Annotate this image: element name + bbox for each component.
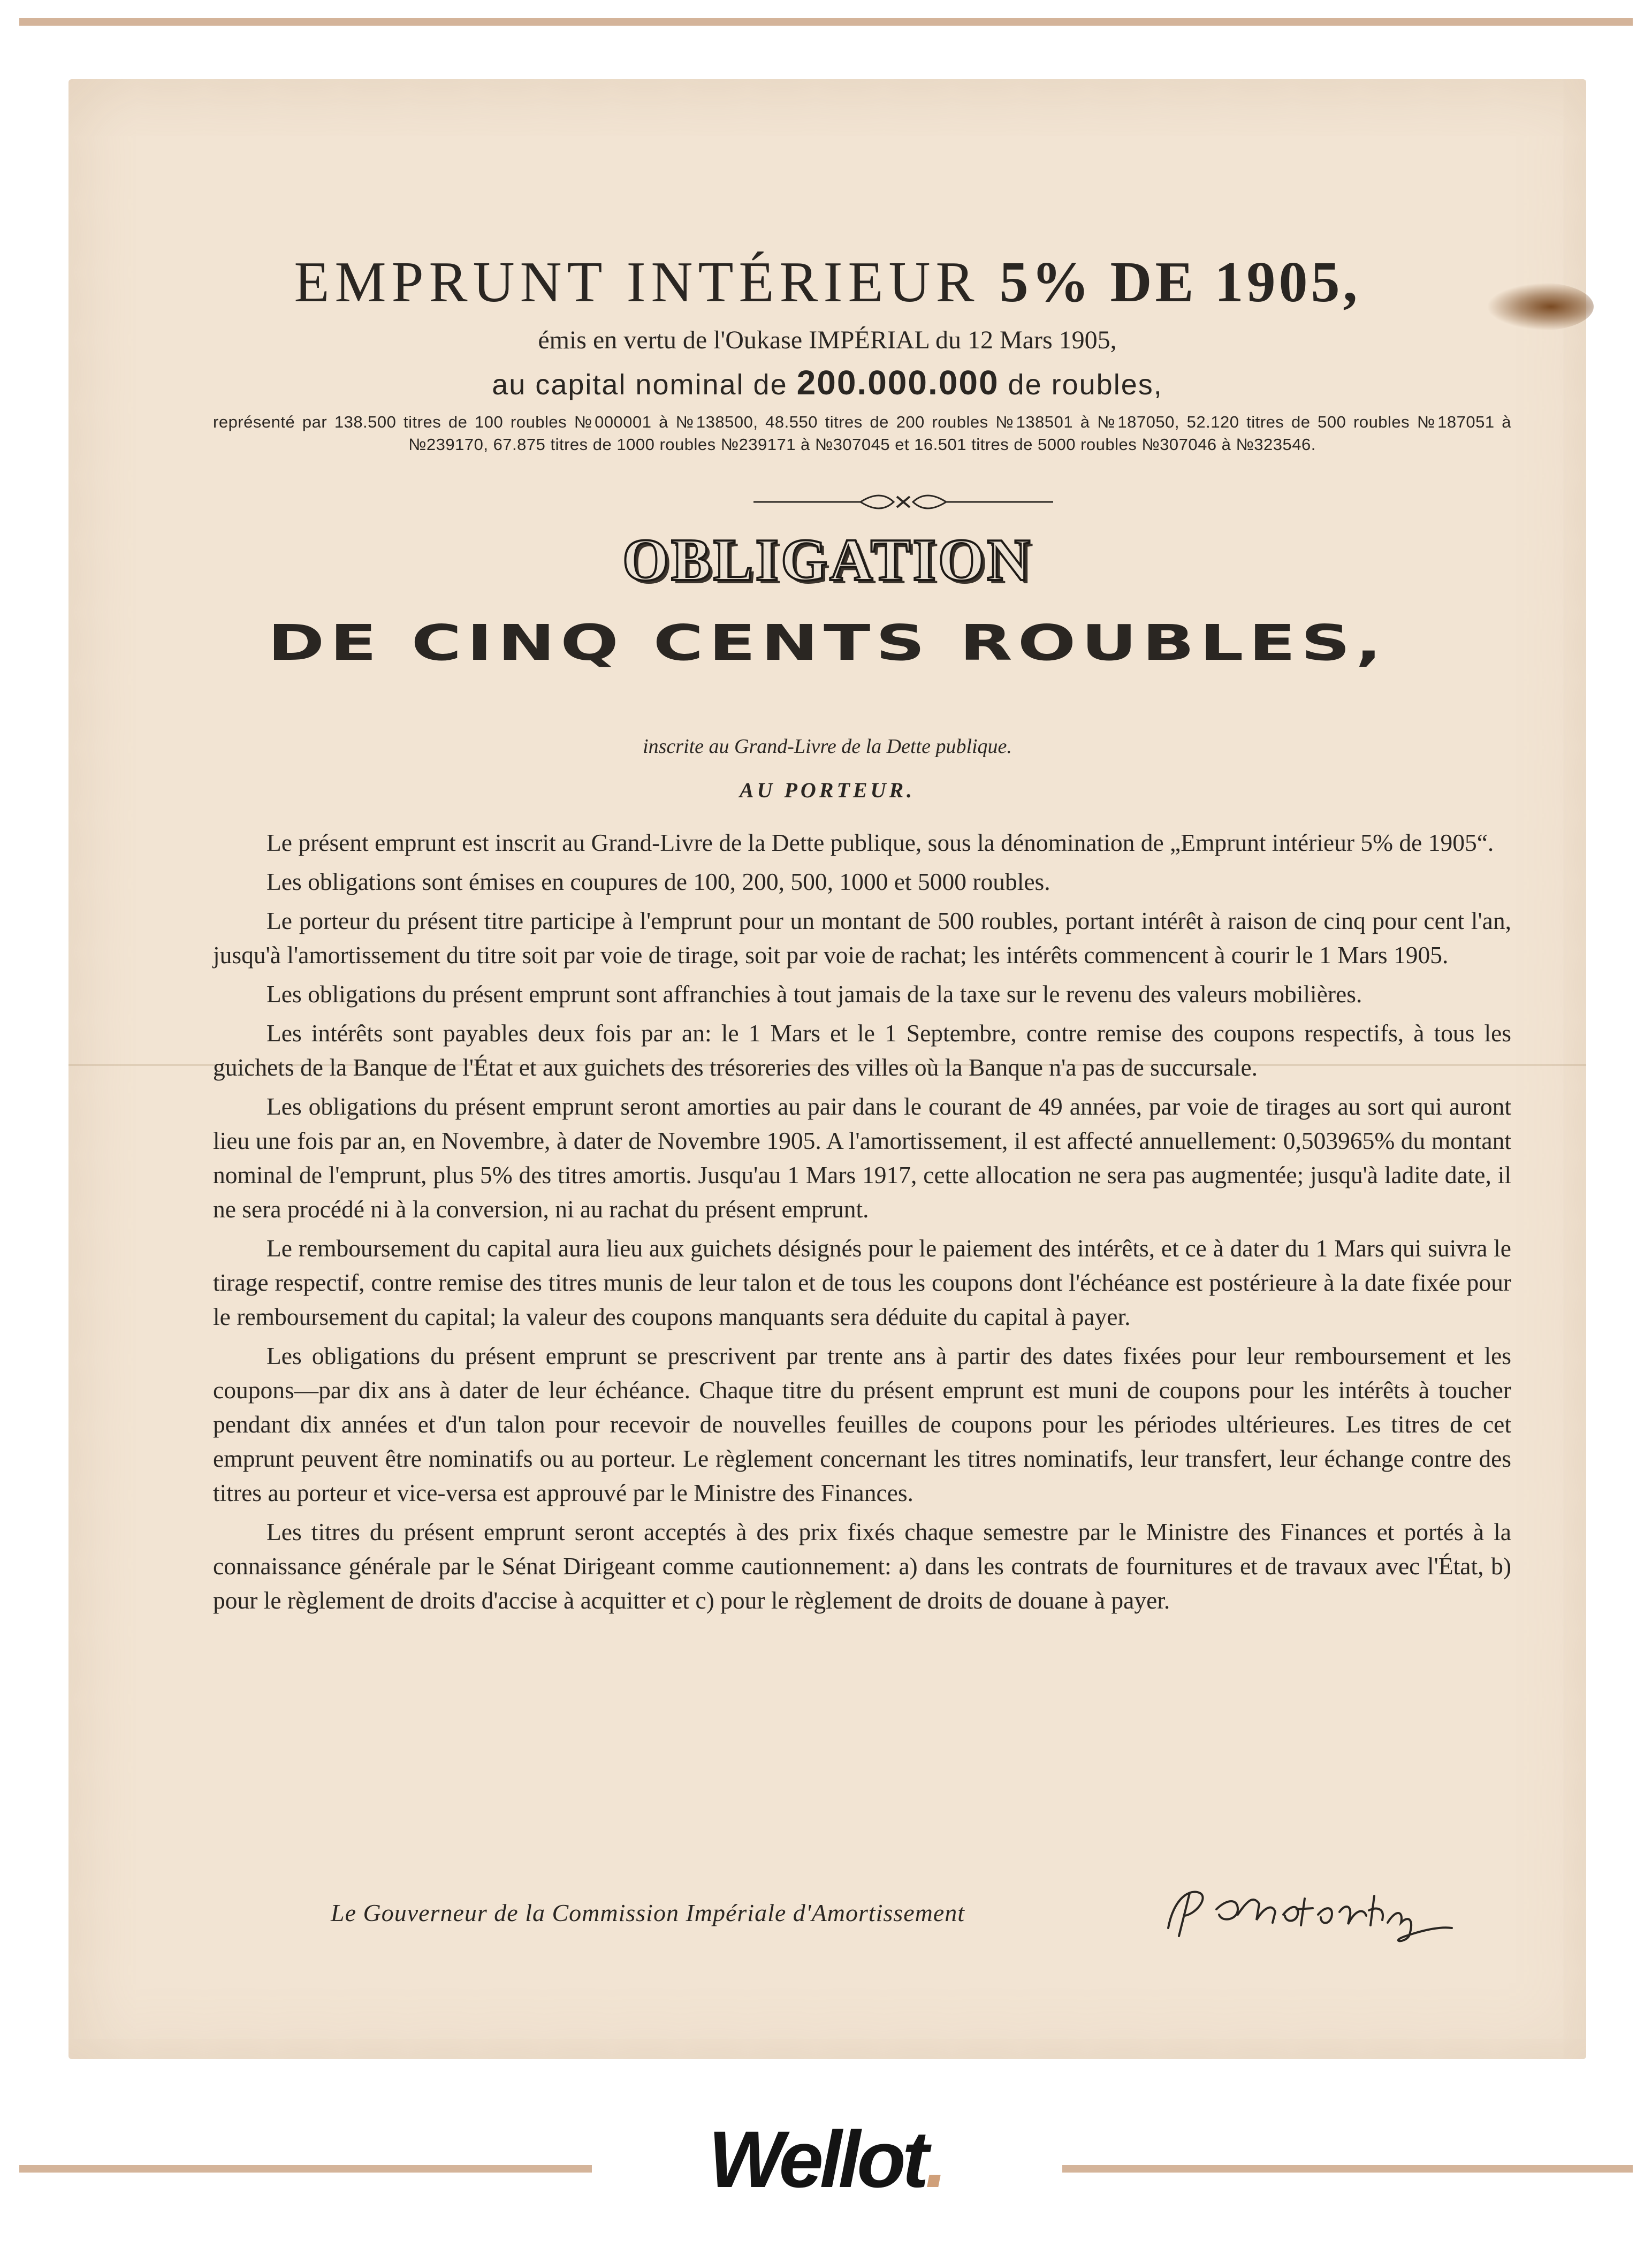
paragraph: Le porteur du présent titre participe à l'emprunt pour un montant de 500 roubles, portant intérêt à raison de cinq pour cent l'an, jusqu'à l'amortissement du titre soit par voie de tirage, soit par voie de rachat; les intérêts commencent à courir le 1 Mars 1905. (213, 907, 1511, 969)
paragraph: Le présent emprunt est inscrit au Grand-Livre de la Dette publique, sous la dénomination de „Emprunt intérieur 5% de 1905“. (267, 829, 1494, 856)
paragraph: Les obligations du présent emprunt se prescrivent par trente ans à partir des dates fixées pour leur remboursement et les coupons—par dix ans à dater de leur échéance. Chaque titre du présent emprunt est muni de coupons pour les intérêts à toucher pendant dix années et d'un talon pour recevoir de nouvelles feuilles de coupons pour les périodes ultérieures. Les titres de cet emprunt peuvent être nominatifs ou au porteur. Le règlement concernant les titres nominatifs, leur transfert, leur échange contre des titres au porteur et vice-versa est approuvé par le Ministre des Finances. (213, 1342, 1511, 1506)
title-prefix: EMPRUNT INTÉRIEUR (294, 250, 980, 314)
bottom-divider-left (19, 2165, 592, 2173)
ornament-divider (753, 491, 1053, 513)
signatory-title: Le Gouverneur de la Commission Impériale d'Amortissement (331, 1899, 965, 1926)
represented-text: représenté par 138.500 titres de 100 roubles №000001 à №138500, 48.550 titres de 200 roubles №138501 à №187050, 52.120 titres de 500 roubles №187051 à №239170, 67.875 titres de 1000 roubles №239171 à №307045 et 16.501 titres de 5000 roubles №307046 à №323546. (213, 413, 1511, 454)
logo-dot: . (925, 2114, 944, 2204)
paragraph: Les obligations sont émises en coupures de 100, 200, 500, 1000 et 5000 roubles. (267, 868, 1050, 895)
bond-certificate (68, 79, 1586, 2059)
inscribed-line: inscrite au Grand-Livre de la Dette publique. (643, 735, 1012, 758)
handwritten-signature (1158, 1877, 1457, 1952)
issued-line: émis en vertu de l'Oukase IMPÉRIAL du 12 Mars 1905, (538, 326, 1117, 354)
obligation-heading: OBLIGATION (622, 527, 1033, 593)
denomination-heading: DE CINQ CENTS ROUBLES, (268, 614, 1387, 672)
top-divider (19, 18, 1633, 26)
paragraph: Le remboursement du capital aura lieu aux guichets désignés pour le paiement des intérêts, et ce à dater du 1 Mars qui suivra le tirage respectif, contre remise des titres munis de leur talon et de tous les coupons dont l'échéance est postérieure à la date fixée pour le remboursement du capital; la valeur des coupons manquants sera déduite du capital à payer. (213, 1235, 1511, 1330)
capital-prefix: au capital nominal de (492, 369, 788, 401)
bond-terms (213, 826, 1511, 1622)
bottom-divider-right (1062, 2165, 1633, 2173)
paragraph: Les intérêts sont payables deux fois par an: le 1 Mars et le 1 Septembre, contre remise des coupons respectifs, à tous les guichets de la Banque de l'État et aux guichets des trésoreries des villes où la Banque n'a pas de succursale. (213, 1019, 1511, 1081)
capital-amount: 200.000.000 (796, 363, 999, 402)
capital-suffix: de roubles, (1008, 369, 1163, 401)
paragraph: Les obligations du présent emprunt sont affranchies à tout jamais de la taxe sur le revenu des valeurs mobilières. (267, 980, 1362, 1008)
capital-line (68, 363, 1586, 402)
wellot-logo (615, 2114, 1037, 2204)
title-rate: 5% DE 1905, (999, 250, 1361, 314)
logo-text: Wellot (708, 2114, 925, 2204)
bearer-line: AU PORTEUR. (739, 778, 916, 802)
paragraph: Les obligations du présent emprunt seront amorties au pair dans le courant de 49 années, par voie de tirages au sort qui auront lieu une fois par an, en Novembre, à dater de Novembre 1905. A l'amortissement, il est affecté annuellement: 0,503965% du montant nominal de l'emprunt, plus 5% des titres amortis. Jusqu'au 1 Mars 1917, cette allocation ne sera pas augmentée; jusqu'à ladite date, il ne sera procédé ni à la conversion, ni au rachat du présent emprunt. (213, 1093, 1511, 1223)
signature-block (331, 1877, 1508, 1952)
paragraph: Les titres du présent emprunt seront acceptés à des prix fixés chaque semestre par le Ministre des Finances et portés à la connaissance générale par le Sénat Dirigeant comme cautionnement: a) dans les contrats de fournitures et de travaux avec l'État, b) pour le règlement de droits d'accise à acquitter et c) pour le règlement de droits de douane à payer. (213, 1518, 1511, 1614)
document-title (68, 249, 1586, 316)
